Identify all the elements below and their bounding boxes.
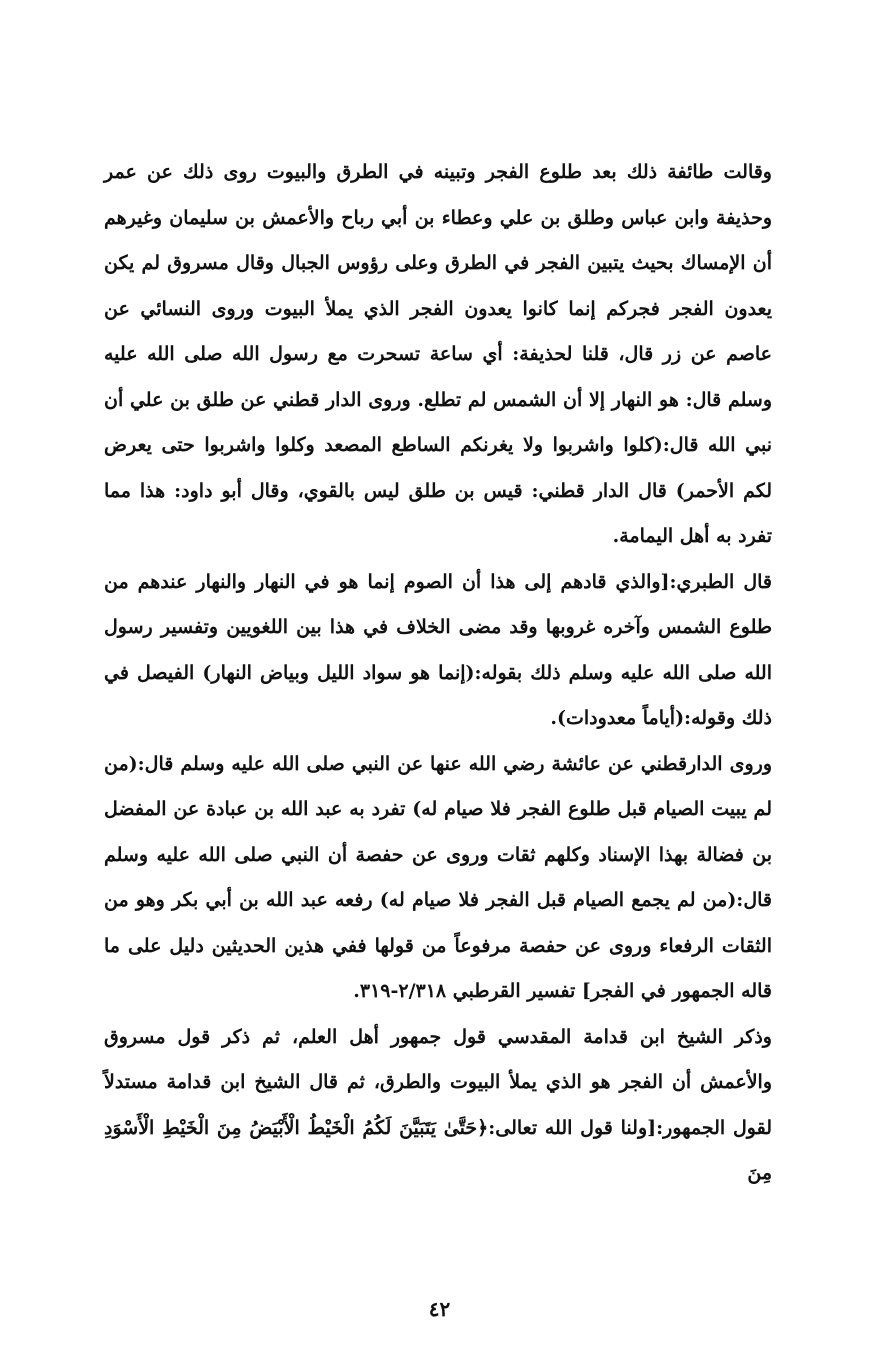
paragraph-1: وقالت طائفة ذلك بعد طلوع الفجر وتبينه في الطرق والبيوت روى ذلك عن عمر وحذيفة وابن عباس وطلق بن علي وعطاء بن أبي رباح والأعمش بن سليمان وغيرهم أن الإمساك بحيث يتبين الفجر في الطرق وعلى رؤوس الجبال وقال مسروق لم يكن يعدون الفجر فجركم إنما كانوا يعدون الفجر الذي يملأ البيوت وروى النسائي عن عاصم عن زر قال، قلنا لحذيفة: أي ساعة تسحرت مع رسول الله صلى الله عليه وسلم قال: هو النهار إلا أن الشمس لم تطلع. وروى الدار قطني عن طلق بن علي أن نبي الله قال:(كلوا واشربوا ولا يغرنكم الساطع المصعد وكلوا واشربوا حتى يعرض لكم الأحمر) قال الدار قطني: قيس بن طلق ليس بالقوي، وقال أبو داود: هذا مما تفرد به أهل اليمامة.	[104, 161, 772, 547]
paragraph-4: وذكر الشيخ ابن قدامة المقدسي قول جمهور أهل العلم، ثم ذكر قول مسروق والأعمش أن الفجر هو الذي يملأ البيوت والطرق، ثم قال الشيخ ابن قدامة مستدلاً لقول الجمهور:[ولنا قول الله تعالى:﴿حَتَّىٰ يَتَبَيَّنَ لَكُمُ الْخَيْطُ الْأَبْيَضُ مِنَ الْخَيْطِ الْأَسْوَدِ مِنَ	[104, 1025, 772, 1184]
paragraph-2: قال الطبري:[والذي قادهم إلى هذا أن الصوم إنما هو في النهار والنهار عندهم من طلوع الشمس وآخره غروبها وقد مضى الخلاف في هذا بين اللغويين وتفسير رسول الله صلى الله عليه وسلم ذلك بقوله:(إنما هو سواد الليل وبياض النهار) الفيصل في ذلك وقوله:(أياماً معدودات).	[104, 570, 772, 729]
paragraph-3: وروى الدارقطني عن عائشة رضي الله عنها عن النبي صلى الله عليه وسلم قال:(من لم يبيت الصيام قبل طلوع الفجر فلا صيام له) تفرد به عبد الله بن عبادة عن المفضل بن فضالة بهذا الإسناد وكلهم ثقات وروى عن حفصة أن النبي صلى الله عليه وسلم قال:(من لم يجمع الصيام قبل الفجر فلا صيام له) رفعه عبد الله بن أبي بكر وهو من الثقات الرفعاء وروى عن حفصة مرفوعاً من قولها ففي هذين الحديثين دليل على ما قاله الجمهور في الفجر] تفسير القرطبي ٢/٣١٨-٣١٩.	[104, 752, 772, 1002]
page-number: ٤٢	[428, 1297, 451, 1321]
body-text	[104, 150, 772, 1197]
